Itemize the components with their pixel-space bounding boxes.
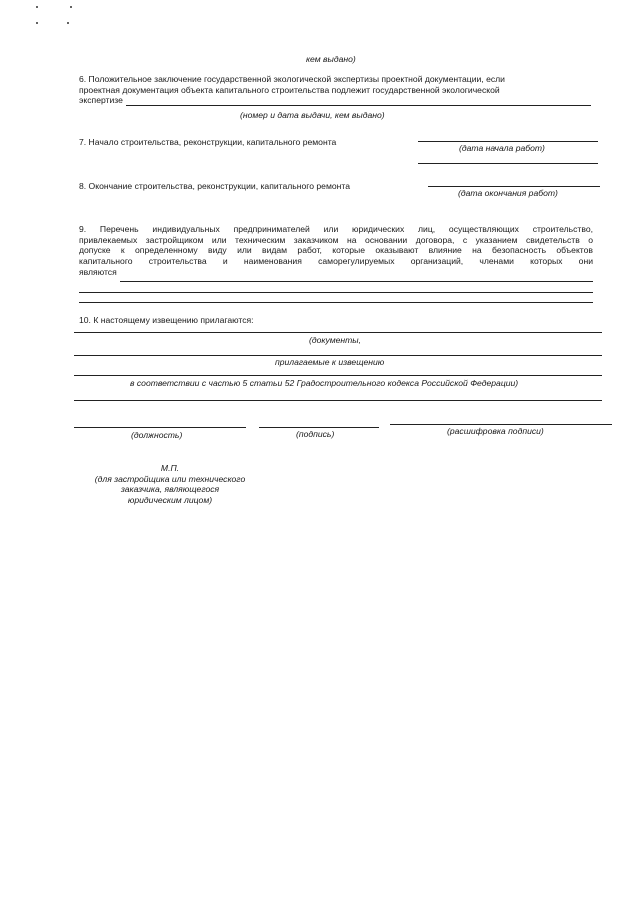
section-8-date-line[interactable] [428, 186, 600, 187]
section-9-line5: являются [79, 266, 117, 277]
section-7-extra-line[interactable] [418, 163, 598, 164]
section-9 [79, 224, 593, 278]
section-7-caption: (дата начала работ) [459, 143, 545, 153]
section-8-label: 8. Окончание строительства, реконструкции, капитального ремонта [79, 181, 351, 191]
position-caption: (должность) [131, 430, 183, 440]
section-6-field-line[interactable] [126, 105, 591, 106]
signature-caption: (подпись) [296, 429, 335, 439]
section-10-line-1[interactable] [74, 332, 602, 333]
stamp-note-1: (для застройщика или технического [94, 473, 246, 484]
section-6-line3: экспертизе [79, 95, 123, 106]
section-9-line3: допуске к определенному виду или видам работ, которые оказывают влияние на безопасность объектов [79, 245, 593, 256]
section-10-caption-3: в соответствии с частью 5 статьи 52 Градостроительного кодекса Российской Федерации) [130, 378, 519, 388]
section-10-caption-1: (документы, [309, 335, 362, 345]
stamp-mp: М.П. [160, 463, 180, 473]
section-6-line2: проектная документация объекта капитального строительства подлежит государственной экологической [79, 84, 500, 95]
section-10-caption-2: прилагаемые к извещению [275, 357, 385, 367]
section-10-line-2[interactable] [74, 355, 602, 356]
section-10-line-4[interactable] [74, 400, 602, 401]
section-10-line-3[interactable] [74, 375, 602, 376]
decode-caption: (расшифровка подписи) [447, 426, 544, 436]
section-9-line4: капитального строительства и наименования саморегулируемых организаций, членами которых они [79, 256, 593, 267]
section-9-field-line-2[interactable] [79, 292, 593, 293]
section-7-date-line[interactable] [418, 141, 598, 142]
section-9-line1: 9. Перечень индивидуальных предпринимателей или юридических лиц, осуществляющих строительство, [79, 224, 593, 234]
stamp-note-2: заказчика, являющегося [120, 484, 220, 495]
position-line[interactable] [74, 427, 246, 428]
section-9-field-line-3[interactable] [79, 302, 593, 303]
section-9-field-line-1[interactable] [120, 281, 593, 282]
signature-line[interactable] [259, 427, 379, 428]
stamp-note-3: юридическим лицом) [127, 495, 213, 506]
issued-by-caption: кем выдано) [306, 54, 356, 64]
section-8-caption: (дата окончания работ) [458, 188, 558, 198]
section-6-caption: (номер и дата выдачи, кем выдано) [240, 110, 385, 120]
stamp-block [70, 463, 270, 506]
decode-line[interactable] [390, 424, 612, 425]
section-9-line2: привлекаемых застройщиком или техническим заказчиком на основании договора, с указанием свидетельств о [79, 234, 593, 245]
section-6 [79, 74, 589, 106]
section-6-line1: 6. Положительное заключение государственной экологической экспертизы проектной документации, если [79, 74, 505, 84]
section-7-label: 7. Начало строительства, реконструкции, капитального ремонта [79, 137, 337, 147]
section-10-title: 10. К настоящему извещению прилагаются: [79, 315, 254, 325]
